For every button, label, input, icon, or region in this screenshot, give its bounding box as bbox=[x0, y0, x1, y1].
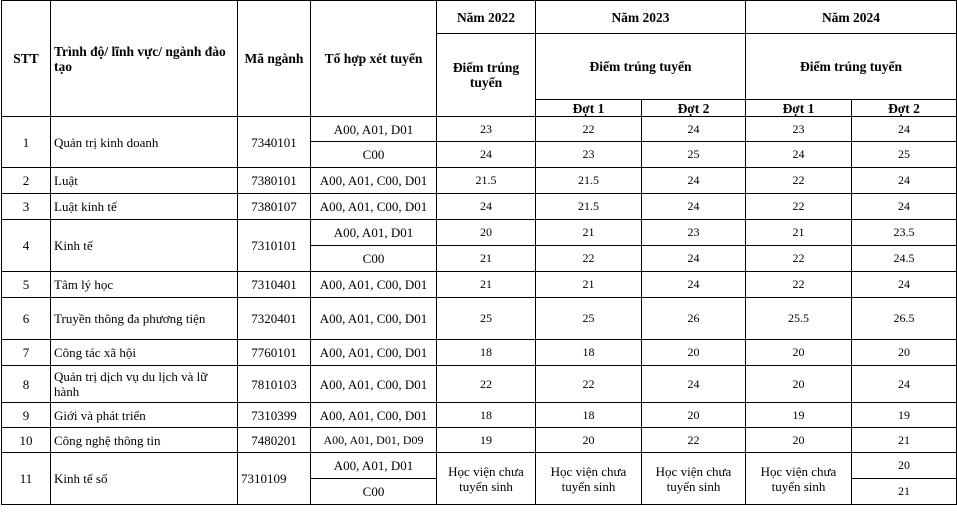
cell-stt: 5 bbox=[2, 272, 51, 298]
cell-combo: A00, A01, C00, D01 bbox=[311, 168, 437, 194]
cell-major: Kinh tế bbox=[51, 220, 238, 272]
cell-score: 24 bbox=[852, 366, 957, 403]
cell-score: 24 bbox=[642, 246, 746, 272]
cell-score: 24 bbox=[746, 142, 852, 168]
cell-major: Luật bbox=[51, 168, 238, 194]
cell-score: 20 bbox=[746, 340, 852, 366]
cell-score: 22 bbox=[642, 428, 746, 453]
cell-major: Truyền thông đa phương tiện bbox=[51, 298, 238, 340]
cell-not-enrolled-2022: Học viện chưa tuyển sinh bbox=[437, 453, 536, 505]
header-round2-2023: Đợt 2 bbox=[642, 100, 746, 117]
cell-score: 20 bbox=[746, 428, 852, 453]
cell-combo: A00, A01, C00, D01 bbox=[311, 403, 437, 428]
table-row bbox=[2, 403, 957, 428]
cell-score: 24 bbox=[852, 168, 957, 194]
cell-major: Tâm lý học bbox=[51, 272, 238, 298]
cell-combo: A00, A01, D01 bbox=[311, 220, 437, 246]
header-score-2024: Điểm trúng tuyển bbox=[746, 34, 957, 100]
cell-code: 7310401 bbox=[238, 272, 311, 298]
table-row bbox=[2, 220, 957, 246]
cell-stt: 2 bbox=[2, 168, 51, 194]
cell-score: 20 bbox=[437, 220, 536, 246]
cell-stt: 10 bbox=[2, 428, 51, 453]
cell-score: 21 bbox=[437, 272, 536, 298]
table-row bbox=[2, 194, 957, 220]
cell-score: 23 bbox=[746, 117, 852, 142]
cell-score: 22 bbox=[746, 168, 852, 194]
table-row bbox=[2, 117, 957, 142]
cell-score: 22 bbox=[536, 246, 642, 272]
cell-score: 18 bbox=[437, 340, 536, 366]
table-row bbox=[2, 340, 957, 366]
cell-score: 24 bbox=[642, 117, 746, 142]
header-combo: Tổ hợp xét tuyển bbox=[311, 1, 437, 117]
cell-combo: C00 bbox=[311, 479, 437, 505]
cell-score: 24 bbox=[642, 168, 746, 194]
cell-score: 23 bbox=[642, 220, 746, 246]
cell-stt: 11 bbox=[2, 453, 51, 505]
cell-score: 25 bbox=[536, 298, 642, 340]
cell-score: 21.5 bbox=[437, 168, 536, 194]
cell-score: 20 bbox=[746, 366, 852, 403]
cell-combo: A00, A01, C00, D01 bbox=[311, 366, 437, 403]
cell-code: 7340101 bbox=[238, 117, 311, 168]
cell-stt: 3 bbox=[2, 194, 51, 220]
cell-score: 21.5 bbox=[536, 168, 642, 194]
cell-stt: 4 bbox=[2, 220, 51, 272]
cell-not-enrolled-2023-r2: Học viện chưa tuyển sinh bbox=[642, 453, 746, 505]
cell-combo: C00 bbox=[311, 246, 437, 272]
cell-code: 7320401 bbox=[238, 298, 311, 340]
cell-not-enrolled-2023-r1: Học viện chưa tuyển sinh bbox=[536, 453, 642, 505]
header-major: Trình độ/ lĩnh vực/ ngành đào tạo bbox=[51, 1, 238, 117]
table-row bbox=[2, 366, 957, 403]
cell-score: 24.5 bbox=[852, 246, 957, 272]
cell-stt: 1 bbox=[2, 117, 51, 168]
cell-score: 21 bbox=[852, 428, 957, 453]
header-round1-2024: Đợt 1 bbox=[746, 100, 852, 117]
admission-score-table bbox=[1, 0, 957, 505]
cell-combo: C00 bbox=[311, 142, 437, 168]
cell-score: 25.5 bbox=[746, 298, 852, 340]
cell-score: 24 bbox=[852, 272, 957, 298]
cell-score: 22 bbox=[746, 194, 852, 220]
cell-stt: 9 bbox=[2, 403, 51, 428]
cell-score: 26.5 bbox=[852, 298, 957, 340]
cell-major: Giới và phát triển bbox=[51, 403, 238, 428]
cell-combo: A00, A01, C00, D01 bbox=[311, 340, 437, 366]
table-row bbox=[2, 168, 957, 194]
header-year-2024: Năm 2024 bbox=[746, 1, 957, 34]
cell-major: Luật kinh tế bbox=[51, 194, 238, 220]
cell-major: Quản trị dịch vụ du lịch và lữ hành bbox=[51, 366, 238, 403]
cell-score: 21 bbox=[437, 246, 536, 272]
header-code: Mã ngành bbox=[238, 1, 311, 117]
cell-score: 21 bbox=[536, 220, 642, 246]
header-year-2023: Năm 2023 bbox=[536, 1, 746, 34]
cell-major: Công nghệ thông tin bbox=[51, 428, 238, 453]
header-score-2023: Điểm trúng tuyển bbox=[536, 34, 746, 100]
cell-score: 22 bbox=[437, 366, 536, 403]
cell-score: 20 bbox=[642, 340, 746, 366]
cell-code: 7760101 bbox=[238, 340, 311, 366]
cell-score: 23 bbox=[536, 142, 642, 168]
header-score-2022: Điểm trúng tuyển bbox=[437, 34, 536, 117]
cell-score: 24 bbox=[642, 272, 746, 298]
cell-combo: A00, A01, D01 bbox=[311, 117, 437, 142]
cell-score: 20 bbox=[642, 403, 746, 428]
cell-score: 20 bbox=[536, 428, 642, 453]
cell-score: 25 bbox=[852, 142, 957, 168]
cell-stt: 6 bbox=[2, 298, 51, 340]
cell-score: 19 bbox=[746, 403, 852, 428]
cell-score: 23.5 bbox=[852, 220, 957, 246]
cell-combo: A00, A01, C00, D01 bbox=[311, 298, 437, 340]
cell-score: 22 bbox=[746, 246, 852, 272]
cell-score: 25 bbox=[642, 142, 746, 168]
table-row bbox=[2, 298, 957, 340]
table-row bbox=[2, 272, 957, 298]
cell-code: 7380107 bbox=[238, 194, 311, 220]
cell-score: 19 bbox=[437, 428, 536, 453]
header-year-2022: Năm 2022 bbox=[437, 1, 536, 34]
cell-score: 23 bbox=[437, 117, 536, 142]
cell-combo: A00, A01, C00, D01 bbox=[311, 272, 437, 298]
cell-score: 24 bbox=[852, 117, 957, 142]
cell-score: 20 bbox=[852, 340, 957, 366]
cell-score: 18 bbox=[536, 340, 642, 366]
table-row bbox=[2, 453, 957, 479]
cell-score: 24 bbox=[437, 194, 536, 220]
cell-score: 19 bbox=[852, 403, 957, 428]
cell-code: 7480201 bbox=[238, 428, 311, 453]
cell-major: Quản trị kinh doanh bbox=[51, 117, 238, 168]
cell-score: 18 bbox=[437, 403, 536, 428]
cell-score: 21 bbox=[852, 479, 957, 505]
cell-combo: A00, A01, D01 bbox=[311, 453, 437, 479]
cell-major: Kinh tế số bbox=[51, 453, 238, 505]
cell-code: 7310399 bbox=[238, 403, 311, 428]
cell-combo: A00, A01, C00, D01 bbox=[311, 194, 437, 220]
cell-score: 24 bbox=[437, 142, 536, 168]
table-row bbox=[2, 428, 957, 453]
cell-score: 26 bbox=[642, 298, 746, 340]
header-round1-2023: Đợt 1 bbox=[536, 100, 642, 117]
cell-score: 22 bbox=[536, 366, 642, 403]
header-stt: STT bbox=[2, 1, 51, 117]
cell-code: 7810103 bbox=[238, 366, 311, 403]
header-round2-2024: Đợt 2 bbox=[852, 100, 957, 117]
cell-code: 7380101 bbox=[238, 168, 311, 194]
cell-score: 21.5 bbox=[536, 194, 642, 220]
cell-score: 22 bbox=[536, 117, 642, 142]
cell-stt: 8 bbox=[2, 366, 51, 403]
cell-major: Công tác xã hội bbox=[51, 340, 238, 366]
cell-not-enrolled-2024-r1: Học viện chưa tuyển sinh bbox=[746, 453, 852, 505]
cell-stt: 7 bbox=[2, 340, 51, 366]
cell-code: 7310109 bbox=[238, 453, 311, 505]
cell-combo: A00, A01, D01, D09 bbox=[311, 428, 437, 453]
cell-code: 7310101 bbox=[238, 220, 311, 272]
cell-score: 20 bbox=[852, 453, 957, 479]
cell-score: 21 bbox=[746, 220, 852, 246]
cell-score: 24 bbox=[852, 194, 957, 220]
cell-score: 22 bbox=[746, 272, 852, 298]
cell-score: 25 bbox=[437, 298, 536, 340]
cell-score: 24 bbox=[642, 194, 746, 220]
cell-score: 24 bbox=[642, 366, 746, 403]
cell-score: 18 bbox=[536, 403, 642, 428]
cell-score: 21 bbox=[536, 272, 642, 298]
